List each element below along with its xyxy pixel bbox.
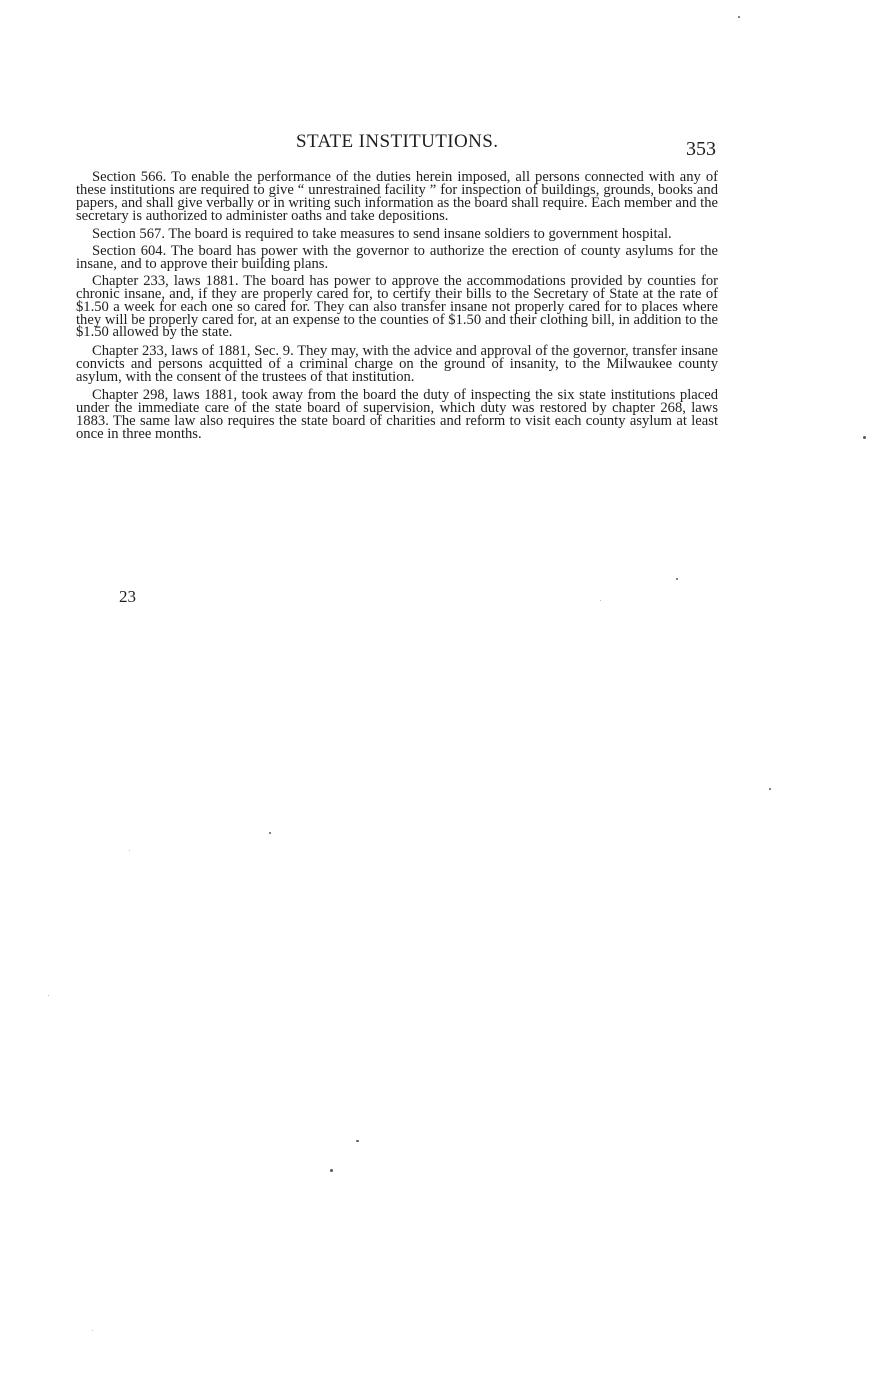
scan-speck (863, 436, 866, 439)
running-title: STATE INSTITUTIONS. (296, 131, 499, 152)
scan-speck (356, 1140, 359, 1142)
paragraph-section-604: Section 604. The board has power with the governor to authorize the erection of county asylums for the insane, and to approve their building plans. (76, 243, 718, 272)
scan-speck (269, 832, 271, 834)
scan-speck (600, 600, 601, 601)
body-text (76, 171, 718, 446)
paragraph-chapter-233: Chapter 233, laws 1881. The board has power to approve the accommodations provided by counties for chronic insane, and, if they are properly cared for, to certify their bills to the Secretary of State at the rate of $1.50 a week for each one so cared for. They can also transfer insane not properly cared for to places where they will be properly cared for, at an expense to the counties of $1.50 and their clothing bill, in addition to the $1.50 allowed by the state. (76, 272, 718, 341)
running-head (0, 131, 869, 161)
scan-speck (676, 578, 678, 580)
page-number: 353 (686, 138, 716, 160)
scan-speck (129, 850, 130, 851)
paragraph-chapter-298: Chapter 298, laws 1881, took away from the board the duty of inspecting the six state institutions placed under the immediate care of the state board of supervision, which duty was restored by chapter 268, laws 1883. The same law also requires the state board of charities and reform to visit each county asylum at least once in three months. (76, 387, 718, 442)
paragraph-chapter-233-sec-9: Chapter 233, laws of 1881, Sec. 9. They may, with the advice and approval of the governor, transfer insane convicts and persons acquitted of a criminal charge on the ground of insanity, to the Milwaukee county asylum, with the consent of the trustees of that institution. (76, 342, 718, 385)
scan-speck (330, 1169, 333, 1172)
scan-speck (738, 16, 740, 18)
signature-mark: 23 (119, 587, 136, 606)
scan-speck (769, 788, 771, 790)
scan-speck (92, 1330, 93, 1331)
paragraph-section-567: Section 567. The board is required to take measures to send insane soldiers to government hospital. (92, 226, 672, 243)
scan-speck (48, 995, 49, 996)
paragraph-section-566: Section 566. To enable the performance of the duties herein imposed, all persons connected with any of these institutions are required to give “ unrestrained facility ” for inspection of buildings, grounds, books and papers, and shall give verbally or in writing such information as the board shall require. Each member and the secretary is authorized to administer oaths and take depositions. (76, 169, 718, 224)
